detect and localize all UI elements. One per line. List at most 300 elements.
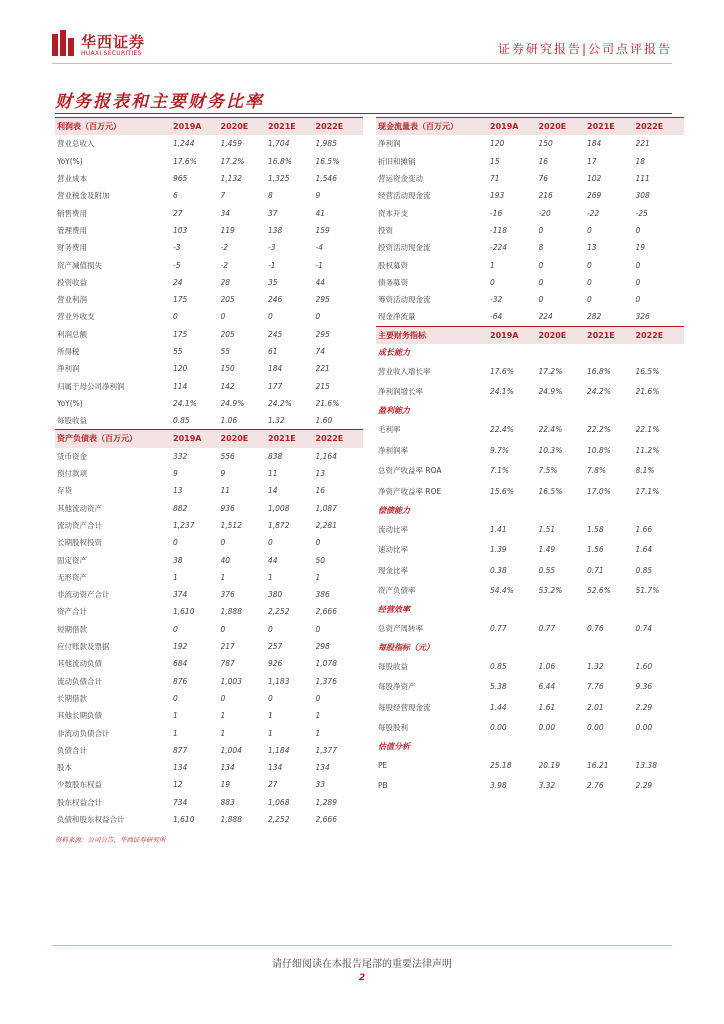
row-value: 28 [220,277,231,287]
row-value: 8.1% [635,466,655,476]
row-value: 24.2% [587,387,611,397]
row-label: 所得税 [57,347,80,356]
row-value: 6.44 [538,682,556,692]
row-value: -16 [490,208,503,218]
row-value: 184 [587,139,602,149]
row-value: 0 [635,277,641,287]
row-value: 16.21 [587,760,609,770]
row-value: 1,087 [315,503,337,513]
table-row [376,519,684,540]
table-row [376,204,684,221]
row-value: 13 [315,469,326,479]
row-label: 债务募资 [378,277,408,287]
row-value: 205 [220,329,235,339]
row-value: 41 [315,208,326,218]
row-label: 负债合计 [57,745,87,755]
table-title: 资产负债表（百万元） [55,430,173,448]
row-value: 3.98 [490,781,507,791]
row-value: 5.38 [490,682,507,692]
table-row [55,395,363,412]
ratio-group-row [376,344,684,361]
row-value: 221 [635,139,650,149]
row-value: -3 [173,243,181,253]
row-value: 1,610 [173,607,195,617]
table-row [55,343,363,360]
row-label: YoY(%) [57,398,83,408]
column-header: 2020E [539,326,588,344]
row-label: 速动比率 [378,545,408,554]
row-value: 159 [315,225,330,235]
row-value: 1 [315,728,321,738]
row-value: 374 [173,590,188,600]
table-row [55,170,363,187]
row-value: 1,164 [315,451,337,461]
row-value: 24.1% [490,387,514,397]
table-row [376,274,684,291]
row-value: 1 [220,711,226,721]
column-header: 2021E [268,430,316,448]
row-value: 0 [315,624,321,634]
row-value: -1 [268,260,276,270]
table-row [55,724,363,741]
table-row [376,697,684,718]
table-row [55,256,363,273]
row-value: 1,459 [220,139,242,149]
row-value: 1.61 [538,702,556,712]
row-value: 0.00 [635,723,653,733]
row-label: 股本 [57,763,72,773]
row-label: 营业外收支 [57,312,95,322]
header-divider [52,63,672,64]
row-value: 876 [173,676,188,686]
row-label: 流动比率 [378,524,408,534]
row-value: 1 [315,711,321,721]
row-value: 27 [173,208,183,218]
table-row [55,673,363,690]
row-value: 193 [490,191,505,201]
row-value: -20 [538,208,551,218]
row-value: 1.58 [587,524,604,534]
table-row [55,412,363,429]
row-label: 流动负债合计 [57,676,102,686]
row-label: PE [378,760,388,770]
row-label: 营业利润 [57,295,87,305]
row-label: 净利润率 [378,445,408,455]
table-row [55,465,363,482]
table-row [376,560,684,581]
row-value: 2,666 [315,607,337,617]
row-value: 1,132 [220,174,242,184]
ratio-group-row [376,501,684,518]
footer-divider [52,945,672,946]
table-title: 现金流量表（百万元） [376,118,490,136]
row-value: 76 [538,174,549,184]
row-value: 0 [538,225,544,235]
row-value: 386 [315,590,330,600]
row-value: 1,184 [268,745,290,755]
row-value: 1.06 [220,416,238,426]
row-label: 营业税金及附加 [57,191,110,201]
table-row [376,361,684,382]
row-value: 2.76 [587,781,604,791]
table-row [376,135,684,152]
row-value: 17.6% [173,156,197,166]
row-value: 0.74 [635,623,653,633]
row-value: 257 [268,642,283,652]
column-header: 2019A [490,326,539,344]
row-value: 1,183 [268,676,290,686]
row-label: 无形资产 [57,572,87,582]
row-value: 1,872 [268,520,290,530]
ratio-group-title: 经营效率 [378,604,410,614]
row-value: 965 [173,174,188,184]
row-value: 12 [173,780,183,790]
table-row [55,794,363,811]
row-value: 13 [173,486,183,496]
row-value: 74 [315,347,326,356]
row-value: 0.00 [587,723,604,733]
row-value: 0 [635,260,641,270]
income-statement-table [55,117,363,429]
row-value: 1.32 [268,416,285,426]
row-value: 35 [268,277,278,287]
table-row [376,539,684,560]
row-value: -3 [268,243,276,253]
ratio-group-row [376,639,684,656]
row-value: -25 [635,208,648,218]
row-value: 71 [490,174,500,184]
row-value: 14 [268,486,278,496]
table-row [55,500,363,517]
left-column [55,117,363,828]
table-header-row [55,430,363,448]
row-value: 16.5% [538,486,563,496]
row-value: 16.5% [635,366,660,376]
row-value: 1,004 [220,745,242,755]
row-value: 0 [268,624,273,634]
table-row [55,291,363,308]
row-value: 38 [173,555,183,565]
row-value: 10.8% [587,445,611,455]
column-header: 2022E [316,430,364,448]
row-value: 24.9% [220,398,245,408]
row-value: 936 [220,503,235,513]
table-row [55,274,363,291]
row-value: 9 [220,469,226,479]
row-label: 营业成本 [57,174,87,184]
row-value: 217 [220,642,235,652]
column-header: 2019A [173,118,221,136]
row-value: 1,888 [220,607,242,617]
ratio-group-title: 估值分析 [378,741,410,751]
row-value: 0 [538,277,544,287]
column-header: 2022E [636,118,685,136]
row-value: 1,325 [268,174,290,184]
table-row [376,440,684,461]
table-row [376,460,684,481]
row-value: 9 [315,191,321,201]
row-value: 1.56 [587,545,604,554]
row-value: 1.66 [635,524,653,534]
row-value: 0 [315,538,321,548]
row-value: -4 [315,243,323,253]
table-row [376,239,684,256]
row-value: 102 [587,174,602,184]
row-label: 长期借款 [57,693,87,703]
table-row [376,308,684,325]
column-header: 2019A [173,430,221,448]
row-label: 资产合计 [57,607,87,617]
row-value: 332 [173,451,188,461]
row-label: 每股股利 [378,723,408,733]
row-value: 0 [587,295,592,305]
row-value: 177 [268,381,283,391]
ratio-group-title: 每股指标（元） [378,642,434,652]
row-value: 150 [220,364,235,374]
row-value: 1,244 [173,139,195,149]
row-value: 380 [268,590,283,600]
table-row [376,291,684,308]
row-label: 其他流动负债 [57,659,102,669]
row-value: 0 [587,225,592,235]
row-value: 0 [268,312,273,322]
row-value: 1,003 [220,676,242,686]
row-label: 折旧和摊销 [378,156,416,166]
row-label: 净资产收益率 ROE [378,486,442,496]
row-label: 净利润增长率 [378,387,423,397]
ratio-group-row [376,601,684,618]
row-value: 27 [268,780,278,790]
row-value: 55 [220,347,231,356]
row-value: 13.38 [635,760,657,770]
table-title: 利润表（百万元） [55,118,173,136]
row-value: 18 [635,156,646,166]
row-value: 1.44 [490,702,507,712]
row-value: 7.76 [587,682,604,692]
row-label: 非流动负债合计 [57,728,110,738]
table-row [55,776,363,793]
row-value: 2,666 [315,815,337,825]
table-row [55,308,363,325]
table-header-row [376,326,684,344]
row-value: 8 [538,243,544,253]
table-row [376,580,684,601]
row-value: 1,237 [173,520,195,530]
report-type-label: 证券研究报告|公司点评报告 [497,42,672,56]
row-value: 17.0% [587,486,611,496]
row-value: 150 [538,139,553,149]
table-row [55,377,363,394]
row-label: 投资 [378,225,393,235]
cashflow-table [376,117,684,326]
row-label: 短期借款 [57,624,87,634]
table-row [376,717,684,738]
row-label: 应付账款及票据 [57,642,110,652]
logo-english-name: HUAXI SECURITIES [81,50,142,57]
row-label: 其他长期负债 [57,711,102,721]
table-row [55,621,363,638]
row-value: 103 [173,225,188,235]
row-value: 245 [268,329,283,339]
row-value: 22.2% [587,425,611,435]
row-value: 282 [587,312,602,322]
row-value: 1.39 [490,545,507,554]
row-value: 1,068 [268,797,290,807]
row-value: 0 [635,295,641,305]
row-value: 8 [268,191,273,201]
row-value: -64 [490,312,503,322]
row-value: 1,376 [315,676,337,686]
ratio-group-title: 偿债能力 [378,505,410,515]
row-value: 16.8% [587,366,611,376]
row-value: 175 [173,295,188,305]
table-row [55,690,363,707]
row-value: 0 [173,693,178,703]
row-value: 0 [268,693,273,703]
row-value: 787 [220,659,235,669]
title-underline [55,113,672,114]
row-value: 0.55 [538,565,556,575]
row-value: -5 [173,260,181,270]
row-value: 1,888 [220,815,242,825]
row-label: 资产减值损失 [57,260,102,270]
row-value: 0 [635,225,641,235]
row-value: 0.85 [490,661,507,671]
row-value: 1 [490,260,495,270]
row-label: 负债和股东权益合计 [57,815,125,825]
row-value: 0 [220,624,226,634]
table-row [55,222,363,239]
row-value: 1,008 [268,503,290,513]
row-value: 19 [635,243,646,253]
row-value: 1,985 [315,139,337,149]
row-value: 1 [268,728,273,738]
column-header: 2021E [587,326,636,344]
row-label: 营业收入增长率 [378,366,431,376]
table-row [55,482,363,499]
row-value: 0.85 [173,416,190,426]
table-row [376,481,684,502]
table-row [376,170,684,187]
row-label: 其他流动资产 [57,503,102,513]
row-value: 1 [268,711,273,721]
row-label: 归属于母公司净利润 [57,381,125,391]
column-header: 2021E [587,118,636,136]
table-row [55,534,363,551]
row-value: 215 [315,381,330,391]
row-value: 1.51 [538,524,556,534]
row-label: 管理费用 [57,225,87,235]
table-row [376,382,684,403]
row-value: 1 [268,572,273,582]
row-value: 11 [268,469,278,479]
row-value: 17.1% [635,486,660,496]
row-value: 19 [220,780,231,790]
row-value: 0 [220,693,226,703]
row-value: 0 [173,312,178,322]
table-row [55,135,363,152]
table-row [376,618,684,639]
table-row [55,707,363,724]
row-value: 1 [173,572,178,582]
row-label: 营业总收入 [57,139,95,149]
row-value: 0 [173,538,178,548]
row-label: 财务费用 [57,243,87,253]
key-ratios-table [376,326,684,797]
right-column [376,117,684,796]
row-value: 9.7% [490,445,510,455]
row-value: 216 [538,191,553,201]
row-label: 经营活动现金流 [378,191,431,201]
row-value: 224 [538,312,553,322]
row-value: 44 [315,277,326,287]
row-value: 221 [315,364,330,374]
table-row [376,755,684,776]
table-row [55,153,363,170]
row-value: 22.1% [635,425,660,435]
row-label: 利润总额 [57,329,87,339]
row-value: 0.85 [635,565,653,575]
column-header: 2020E [539,118,588,136]
row-label: 存货 [57,486,72,496]
row-value: 1,610 [173,815,195,825]
legal-disclaimer: 请仔细阅读在本报告尾部的重要法律声明 [272,959,452,970]
row-label: 筹资活动现金流 [378,295,431,305]
row-value: 17 [587,156,597,166]
table-row [55,759,363,776]
row-value: 37 [268,208,278,218]
page-number: 2 [358,973,366,983]
row-value: 51.7% [635,586,660,595]
table-row [55,517,363,534]
row-value: 7 [220,191,226,201]
row-label: 少数股东权益 [57,780,102,790]
row-label: 总资产收益率 ROA [378,466,442,476]
row-label: 总资产周转率 [378,623,423,633]
row-value: 0.00 [490,723,507,733]
row-value: 0 [538,260,544,270]
row-value: 0 [587,260,592,270]
row-value: 1,704 [268,139,290,149]
table-row [55,742,363,759]
table-row [376,222,684,239]
row-value: 15.6% [490,486,514,496]
row-value: -224 [490,243,508,253]
row-value: 9 [173,469,178,479]
row-value: 1 [173,728,178,738]
row-value: 17.6% [490,366,514,376]
table-row [55,603,363,620]
row-label: 非流动资产合计 [57,590,110,600]
row-value: 1 [315,572,321,582]
row-label: 投资收益 [57,277,87,287]
row-value: 0 [490,277,495,287]
row-label: 每股收益 [378,661,408,671]
column-header: 2019A [490,118,539,136]
table-row [55,811,363,828]
row-value: 24.9% [538,387,563,397]
row-value: -2 [220,260,228,270]
table-row [376,419,684,440]
row-label: PB [378,781,388,791]
row-value: 3.32 [538,781,556,791]
row-value: 295 [315,329,330,339]
row-value: 16.8% [268,156,292,166]
row-value: 1,078 [315,659,337,669]
column-header: 2021E [268,118,316,136]
row-value: 295 [315,295,330,305]
row-value: 134 [220,763,235,773]
